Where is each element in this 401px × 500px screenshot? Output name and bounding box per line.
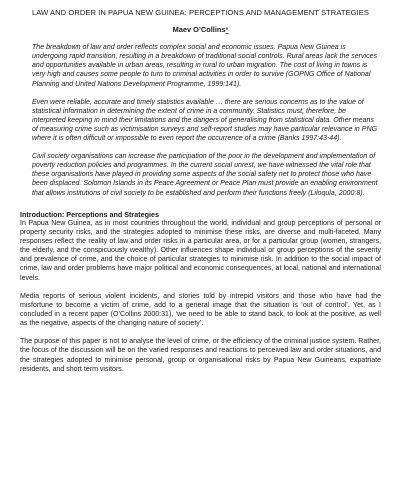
body-paragraph: Media reports of serious violent incidents, and stories told by intrepid visitors and those who have had the misfortune to become a victim of crime, add to a general image that the situation is ‘out of control’. Yet, as I concluded in a recent paper (O’Collins 2000:31), ‘we need to be able to stand back, to look at the positive, as well as the negative, aspects of the changing nature of society’. [20,292,381,328]
epigraph-quote: The breakdown of law and order reflects complex social and economic issues. Papua New Guinea is undergoing rapid transition, resulting in a breakdown of traditional social controls. Rural areas lack the services and opportunities available in urban areas, resulting in rural to urban migration. The cost of living in towns is very high and causes some people to turn to criminal activities in order to survive (GOPNG Office of National Planning and United Nations Development Programme, 1999:141). [32,44,378,88]
epigraph-quote: Even were reliable, accurate and timely statistics available … there are serious concerns as to the value of statistical information in determining the extent of crime in a community. Statistics must, therefore, be interpreted keeping in mind their limitations and the dangers of generalising from statistical data. Other means of measuring crime such as victimisation surveys and self-report studies may have particular relevance in PNG where it is often difficult or impossible to even report the occurrence of a crime (Banks 1997:43-44). [32,98,378,143]
epigraph-quote: Civil society organisations can increase the participation of the poor in the development and implementation of poverty reduction policies and programmes. In the current social unrest, we have witnessed the vital role that these organisations have played in providing some aspects of the social safety net to protect those who have been displaced. Solomon Islands in its Peace Agreement or Peace Plan must provide an enabling environment that allows institutions of civil society to be established and perform their functions freely (Liloqula, 2000:8). [32,153,378,197]
body-paragraph: The purpose of this paper is not to analyse the level of crime, or the efficiency of the criminal justice system. Rather, the focus of the discussion will be on the varied responses and reactions to perceived law and order situations, and the strategies adopted to minimise personal, group or organisational risks by Papua New Guineans, expatriate residents, and short term visitors. [20,338,381,373]
author-footnote-link[interactable]: * [225,24,229,34]
author-name: Maev O’Collins [172,24,226,34]
body-paragraph: In Papua New Guinea, as in most countries throughout the world, individual and group perceptions of personal or property security risks, and the strategies adopted to minimise these risks, are diverse and multi-faceted. Many responses reflect the reality of law and order risks in a particular area, or for a particular group (women, strangers, the elderly, and the conspicuously wealthy). Other influences shape individual or group perceptions of the severity and prevalence of crime, and the choice of particular strategies to minimise risk. In addition to the social impact of crime, law and order problems have major political and economic consequences, at local, national and international levels. [20,219,381,282]
author-line [20,25,381,35]
section-heading: Introduction: Perceptions and Strategies [20,209,159,219]
paper-title: LAW AND ORDER IN PAPUA NEW GUINEA: PERCEPTIONS AND MANAGEMENT STRATEGIES [31,8,370,17]
